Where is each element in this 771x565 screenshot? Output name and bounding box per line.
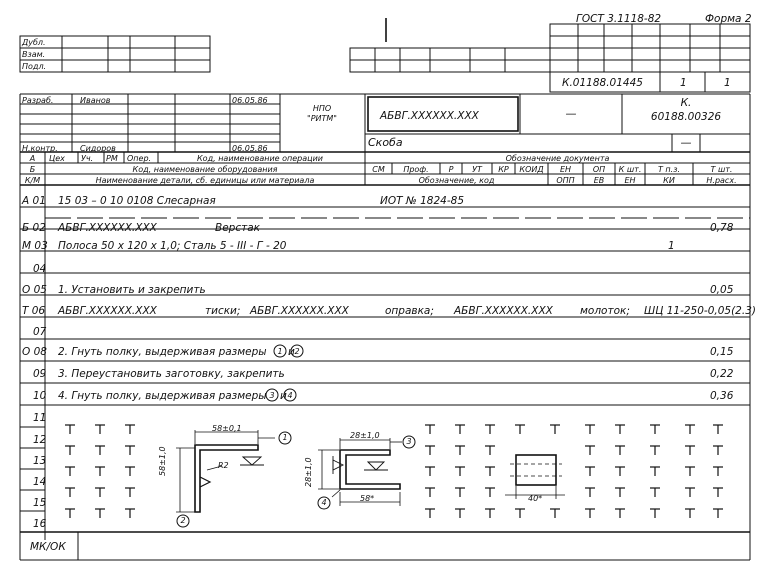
row-08-value: 0,15 [710, 346, 734, 358]
row-01-doc: ИОТ № 1824-85 [380, 195, 464, 207]
col-tpz: Т п.з. [658, 165, 680, 174]
col-koid: КОИД [519, 165, 544, 174]
row-01-text: 15 03 – 0 10 0108 Слесарная [58, 195, 216, 207]
col-obozn-kod: Обозначение, код [418, 176, 495, 185]
razrab-label: Разраб. [22, 96, 54, 105]
nkontr-name: Сидоров [80, 144, 116, 153]
row-03-text: Полоса 50 х 120 х 1,0; Сталь 5 - III - Г - 20 [58, 240, 287, 252]
sketch-bracket-1 [176, 430, 275, 512]
col-rm: РМ [106, 154, 118, 163]
row-01-num: А 01 [22, 195, 46, 207]
row-03-num: М 03 [22, 240, 48, 252]
org-line2: "РИТМ" [307, 114, 337, 123]
row-08-circle-2: 2 [294, 347, 300, 356]
col-tsht: Т шт. [710, 165, 733, 174]
col-ev: ЕВ [593, 176, 605, 185]
col-en2: ЕН [624, 176, 636, 185]
col-km: К/М [24, 176, 41, 185]
row-10-and: и [280, 390, 287, 402]
form-number: Форма 2 [705, 13, 752, 25]
podl-label: Подл. [22, 62, 47, 71]
col-obozn-doc: Обозначение документа [505, 154, 610, 163]
row-13-num: 13 [33, 455, 47, 467]
row-04-num: 04 [33, 263, 47, 275]
col-en: ЕН [559, 165, 572, 174]
col-oper: Опер. [127, 154, 152, 163]
vzam-label: Взам. [22, 50, 46, 59]
row-10-circle-4: 4 [287, 391, 293, 400]
row-09-text: 3. Переустановить заготовку, закрепить [58, 368, 285, 380]
col-sm: СМ [372, 165, 385, 174]
sketch1-callout-2: 2 [180, 516, 186, 525]
row-06-tool-f: молоток; [580, 305, 630, 317]
row-03-qty: 1 [668, 240, 675, 252]
designation-dash: — [565, 107, 577, 120]
row-08-text: 2. Гнуть полку, выдерживая размеры [58, 346, 267, 358]
row-14-num: 14 [33, 476, 47, 488]
sketch-plan-view [505, 455, 565, 499]
razrab-name: Иванов [80, 96, 111, 105]
gost-label: ГОСТ 3.1118-82 [576, 13, 662, 25]
col-uch: Уч. [81, 154, 94, 163]
sketch2-bottom-dim: 58* [360, 494, 375, 503]
row-09-value: 0,22 [710, 368, 734, 380]
sheet-total: 1 [724, 77, 731, 89]
org-line1: НПО [312, 104, 332, 113]
nkontr-label: Н.контр. [22, 144, 58, 153]
code-line2: 60188.00326 [650, 111, 722, 123]
part-dash: — [680, 136, 692, 149]
row-06-tool-g: ШЦ 11-250-0,05(2.3) [644, 305, 756, 317]
col-prof: Проф. [403, 165, 429, 174]
col-kod-oper: Код, наименование операции [197, 154, 323, 163]
sketch2-height-dim: 28±1,0 [304, 457, 313, 487]
col-opp: ОПП [556, 176, 575, 185]
row-06-tool-c: АБВГ.XXXXXX.XXX [250, 305, 349, 317]
col-kst: К шт. [618, 165, 642, 174]
sketch1-height-dim: 58±1,0 [158, 446, 167, 476]
row-11-num: 11 [33, 412, 47, 424]
row-06-tool-a: АБВГ.XXXXXX.XXX [58, 305, 157, 317]
row-08-and: и [288, 346, 295, 358]
row-16-num: 16 [33, 518, 47, 530]
sketch2-width-dim: 28±1,0 [350, 431, 380, 440]
col-kr: КР [498, 165, 509, 174]
row-06-tool-e: АБВГ.XXXXXX.XXX [454, 305, 553, 317]
sheet-number: 1 [680, 77, 687, 89]
row-02-text: АБВГ.XXXXXX.XXX [58, 222, 157, 234]
row-08-circle-1: 1 [277, 347, 283, 356]
row-02-value: 0,78 [710, 222, 734, 234]
col-ki: КИ [663, 176, 675, 185]
code-line1: К. [680, 97, 692, 109]
col-kod-obor: Код, наименование оборудования [132, 165, 278, 174]
dubl-label: Дубл. [22, 38, 46, 47]
col-ut: УТ [472, 165, 482, 174]
row-15-num: 15 [33, 497, 47, 509]
col-b: Б [29, 165, 36, 174]
row-10-value: 0,36 [710, 390, 734, 402]
sketch1-radius: R2 [218, 461, 229, 470]
form-code: МК/ОК [30, 541, 66, 553]
row-10-text: 4. Гнуть полку, выдерживая размеры [58, 390, 267, 402]
sketch1-callout-1: 1 [282, 433, 288, 442]
row-10-num: 10 [33, 390, 47, 402]
sketch3-width-dim: 40* [528, 494, 543, 503]
sketch2-callout-3: 3 [406, 437, 412, 446]
designation: АБВГ.XXXXXX.XXX [380, 110, 479, 122]
row-02-num: Б 02 [22, 222, 46, 234]
razrab-date: 06.05.86 [232, 96, 268, 105]
row-06-tool-d: оправка; [385, 305, 434, 317]
col-nrash: Н.расх. [706, 176, 737, 185]
row-09-num: 09 [33, 368, 47, 380]
row-07-num: 07 [33, 326, 47, 338]
sketch1-width-dim: 58±0,1 [212, 424, 242, 433]
doc-code: К.01188.01445 [562, 77, 643, 89]
row-08-num: О 08 [22, 346, 47, 358]
row-06-num: Т 06 [22, 305, 46, 317]
row-05-value: 0,05 [710, 284, 734, 296]
col-r: Р [448, 165, 454, 174]
row-02-equip: Верстак [215, 222, 260, 234]
col-ceh: Цех [49, 154, 65, 163]
row-06-tool-b: тиски; [205, 305, 241, 317]
nkontr-date: 06.05.86 [232, 144, 268, 153]
row-05-num: О 05 [22, 284, 47, 296]
row-05-text: 1. Установить и закрепить [58, 284, 206, 296]
row-10-circle-3: 3 [269, 391, 275, 400]
col-op: ОП [592, 165, 606, 174]
row-12-num: 12 [33, 434, 47, 446]
sketch2-callout-4: 4 [321, 498, 327, 507]
col-naim-det: Наименование детали, сб. единицы или материала [95, 176, 315, 185]
col-a: А [29, 154, 36, 163]
part-name: Скоба [368, 136, 403, 149]
